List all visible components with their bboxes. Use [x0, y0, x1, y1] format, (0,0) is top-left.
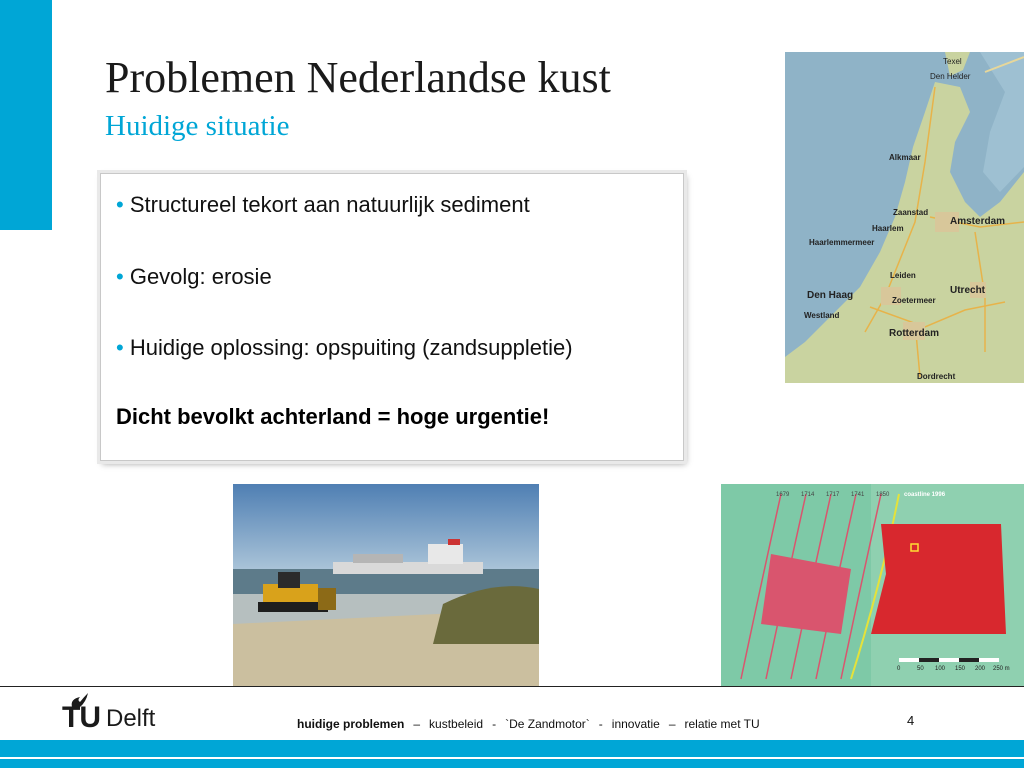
nav-item[interactable]: kustbeleid	[429, 717, 484, 731]
map-label: Haarlem	[872, 224, 904, 233]
emphasis-text: Dicht bevolkt achterland = hoge urgentie!	[116, 404, 550, 429]
map-label: Rotterdam	[889, 328, 940, 339]
map-label: Leiden	[890, 271, 916, 280]
bottom-stripe	[0, 757, 1024, 759]
footer-nav	[297, 717, 760, 731]
bullet-text: Gevolg: erosie	[129, 264, 272, 289]
nav-item[interactable]: `De Zandmotor`	[505, 717, 590, 731]
bullet-item	[116, 264, 272, 290]
nav-separator: -	[598, 717, 603, 731]
coast-map	[785, 52, 1024, 383]
plan-year-label: 1679	[776, 492, 790, 498]
nav-item[interactable]: innovatie	[611, 717, 660, 731]
bullet-text: Structureel tekort aan natuurlijk sediment	[129, 192, 530, 217]
scale-label: 250 m	[993, 666, 1010, 672]
plan-year-label: 1717	[826, 492, 840, 498]
map-label: Utrecht	[950, 285, 986, 296]
plan-year-label: 1741	[851, 492, 865, 498]
content-box	[100, 173, 684, 461]
scale-label: 0	[897, 666, 901, 672]
map-label: Zoetermeer	[892, 296, 936, 305]
nav-separator: –	[413, 717, 421, 731]
scale-label: 200	[975, 666, 986, 672]
logo-tu: TU	[62, 701, 100, 734]
map-label: Haarlemmermeer	[809, 238, 875, 247]
bottom-band	[0, 740, 1024, 768]
map-label: Amsterdam	[950, 216, 1006, 227]
nav-separator: –	[668, 717, 676, 731]
footer-divider	[0, 686, 1024, 687]
map-label: Zaanstad	[893, 208, 929, 217]
coastline-plan	[721, 484, 1024, 686]
logo-delft: Delft	[106, 705, 156, 732]
scale-label: 50	[917, 666, 924, 672]
plan-coastline-label: coastline 1996	[904, 492, 946, 498]
beach-photo	[233, 484, 539, 686]
nav-current: huidige problemen	[297, 717, 405, 731]
slide-subtitle: Huidige situatie	[105, 110, 290, 142]
map-label: Westland	[804, 311, 840, 320]
map-label: Den Haag	[807, 290, 854, 301]
bullet-item	[116, 335, 573, 361]
nav-item[interactable]: relatie met TU	[684, 717, 760, 731]
slide-title: Problemen Nederlandse kust	[105, 53, 611, 102]
scale-label: 100	[935, 666, 946, 672]
bullet-item	[116, 192, 530, 218]
scale-label: 150	[955, 666, 966, 672]
bullet-text: Huidige oplossing: opspuiting (zandsuppletie)	[129, 335, 573, 360]
bullet-dot-icon: •	[116, 192, 124, 217]
page-number: 4	[907, 713, 915, 728]
accent-bar	[0, 0, 52, 230]
bullet-dot-icon: •	[116, 264, 124, 289]
map-label: Texel	[943, 57, 962, 66]
plan-year-label: 1850	[876, 492, 890, 498]
map-label: Den Helder	[930, 72, 971, 81]
nav-separator: -	[492, 717, 497, 731]
map-label: Alkmaar	[889, 153, 921, 162]
plan-year-label: 1714	[801, 492, 815, 498]
bullet-dot-icon: •	[116, 335, 124, 360]
map-label: Dordrecht	[917, 372, 956, 381]
tudelft-logo	[62, 693, 172, 735]
